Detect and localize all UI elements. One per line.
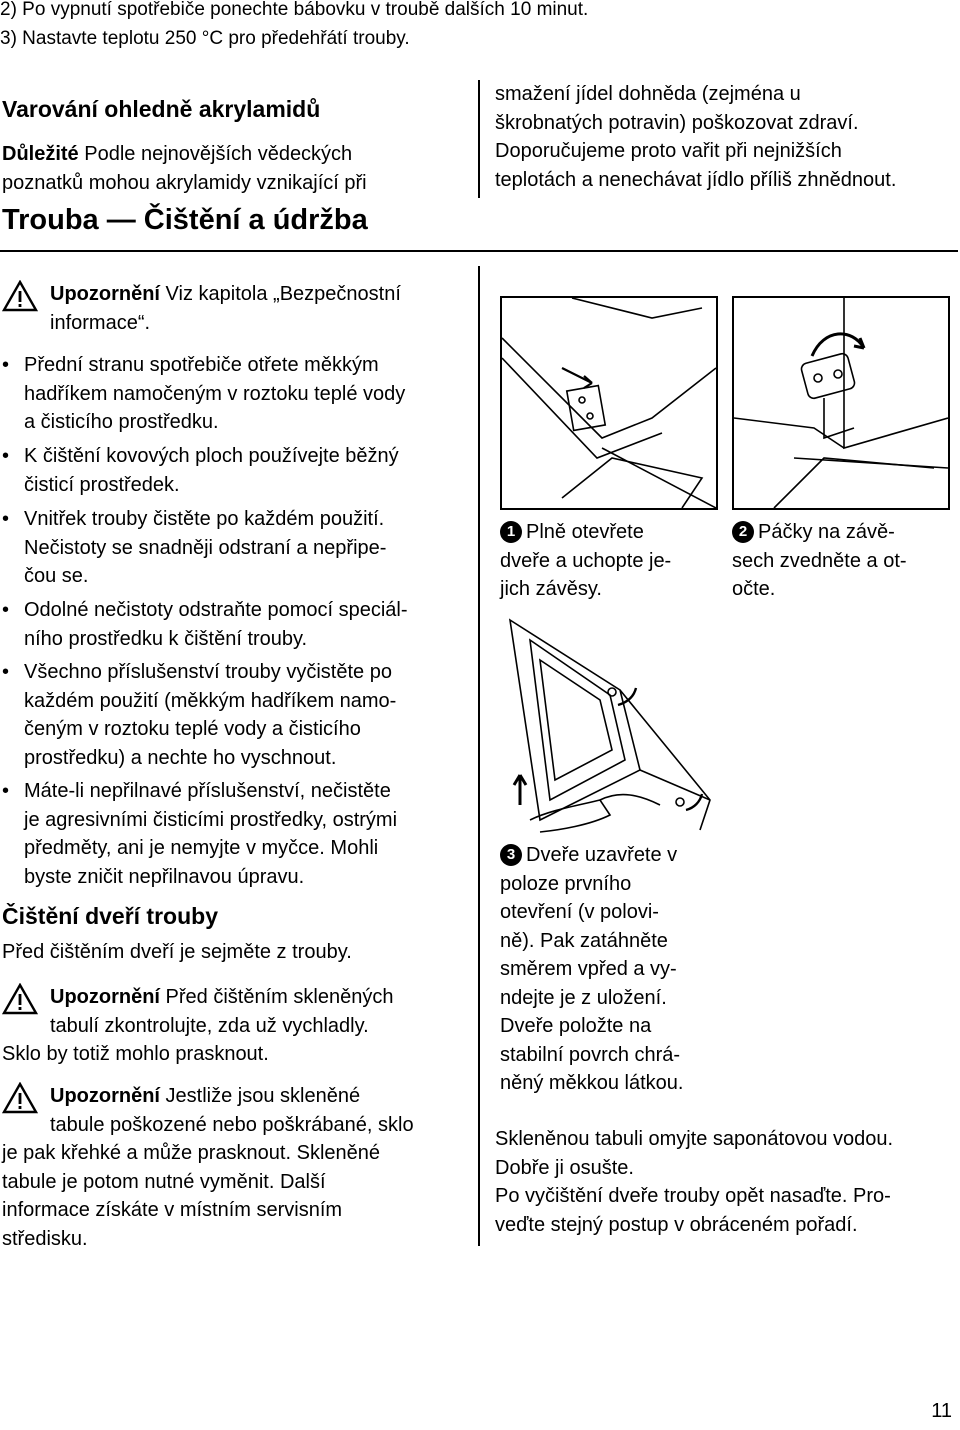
step-line: sech zvedněte a ot- (732, 549, 907, 572)
step-line: stabilní povrch chrá- (500, 1043, 681, 1066)
bullet-line: a čisticího prostředku. (24, 411, 219, 433)
warning-text: Jestliže jsou skleněné (160, 1085, 361, 1107)
step-1 (500, 518, 720, 604)
step-line: Plně otevřete (526, 521, 644, 543)
figure-door-removal (500, 610, 718, 835)
bullet-icon: • (2, 599, 10, 621)
bullet-line: Všechno příslušenství trouby vyčistěte po (24, 661, 392, 683)
warning-text: Viz kapitola „Bezpečnostní (160, 283, 401, 305)
warning-text: tabulí zkontrolujte, zda už vychladly. (50, 1014, 369, 1037)
page-number: 11 (931, 1400, 952, 1422)
step-line: poloze prvního (500, 872, 632, 895)
figure-hinge-lever-rotate (732, 296, 950, 510)
bullet-line: hadříkem namočeným v roztoku teplé vody (24, 382, 406, 405)
important-label: Důležité (2, 143, 79, 165)
bullet-line: Přední stranu spotřebiče otřete měkkým (24, 354, 379, 376)
warning-text: informace získáte v místním servisním (2, 1199, 343, 1221)
bullet-icon: • (2, 354, 10, 376)
section-rule (0, 250, 958, 252)
warning-text: Sklo by totiž mohlo prasknout. (2, 1043, 269, 1065)
final-text (495, 1125, 955, 1239)
bullet-item (0, 777, 470, 891)
column-divider-main (478, 266, 480, 1246)
door-cleaning-intro: Před čištěním dveří je sejměte z trouby. (2, 941, 352, 963)
number-circle-icon: 2 (732, 521, 754, 543)
step-line: otevření (v polovi- (500, 901, 659, 923)
acrylamide-text-1: Podle nejnovějších vědeckých (78, 143, 353, 165)
step-line: něný měkkou látkou. (500, 1072, 684, 1094)
final-line: Po vyčištění dveře trouby opět nasaďte. Pro- (495, 1185, 891, 1207)
bullet-item (0, 442, 470, 499)
step-line: ně). Pak zatáhněte (500, 929, 668, 952)
step-line: Dveře uzavřete v (526, 844, 678, 866)
number-circle-icon: 1 (500, 521, 522, 543)
section-title: Trouba — Čištění a údržba (2, 204, 368, 236)
bullet-line: byste zničit nepřilnavou úpravu. (24, 865, 305, 888)
bullet-icon: • (2, 508, 10, 530)
warning-triangle-icon (2, 983, 38, 1015)
column-divider-top (478, 80, 480, 198)
bullet-icon: • (2, 661, 10, 683)
step-2 (732, 518, 952, 604)
warning-block-2 (2, 983, 472, 1073)
bullet-item (0, 351, 470, 437)
bullet-line: je agresivními čisticími prostředky, ostrými (24, 808, 398, 831)
step-line: jich závěsy. (500, 578, 602, 600)
acrylamide-right-line: smažení jídel dohněda (zejména u (495, 83, 801, 105)
bullet-item (0, 658, 470, 772)
door-cleaning-heading: Čištění dveří trouby (2, 903, 218, 929)
bullet-item (0, 596, 470, 653)
warning-label: Upozornění (50, 283, 160, 305)
bullet-icon: • (2, 780, 10, 802)
figure-door-hinge-open (500, 296, 718, 510)
step-line: Páčky na závě- (758, 521, 895, 543)
bullet-line: čou se. (24, 565, 89, 587)
warning-text: je pak křehké a může prasknout. Skleněné (2, 1142, 380, 1164)
acrylamide-text-2: poznatků mohou akrylamidy vznikající při (2, 171, 367, 194)
warning-text: informace“. (50, 311, 151, 334)
warning-block-3 (2, 1082, 472, 1252)
warning-triangle-icon (2, 280, 38, 312)
step-line: dveře a uchopte je- (500, 549, 672, 572)
acrylamide-text-left (2, 140, 472, 197)
note-line-3: 3) Nastavte teplotu 250 °C pro předehřátí trouby. (0, 28, 410, 49)
bullet-line: Máte-li nepřilnavé příslušenství, nečistěte (24, 780, 391, 802)
final-line: Skleněnou tabuli omyjte saponátovou vodou. (495, 1128, 894, 1150)
step-3 (500, 841, 730, 1098)
acrylamide-right-line: Doporučujeme proto vařit při nejnižších (495, 140, 842, 162)
bullet-line: K čištění kovových ploch používejte běžný (24, 445, 399, 467)
bullet-line: každém použití (měkkým hadříkem namo- (24, 689, 397, 712)
warning-text: středisku. (2, 1227, 88, 1250)
step-line: směrem vpřed a vy- (500, 958, 677, 980)
step-line: Dveře položte na (500, 1015, 652, 1037)
acrylamide-text-right (495, 80, 955, 194)
final-line: veďte stejný postup v obráceném pořadí. (495, 1213, 858, 1236)
bullet-line: prostředku) a nechte ho vyschnout. (24, 746, 337, 769)
warning-text: tabule poškozené nebo poškrábané, sklo (50, 1113, 414, 1136)
final-line: Dobře ji osušte. (495, 1156, 634, 1179)
bullet-line: čeným v roztoku teplé vody a čisticího (24, 718, 361, 740)
acrylamide-heading: Varování ohledně akrylamidů (2, 96, 321, 122)
bullet-line: ního prostředku k čištění trouby. (24, 627, 308, 650)
bullet-line: Nečistoty se snadněji odstraní a nepřipe- (24, 536, 387, 559)
warning-text: tabule je potom nutné vyměnit. Další (2, 1170, 326, 1193)
bullet-icon: • (2, 445, 10, 467)
bullet-item (0, 505, 470, 591)
bullet-line: Vnitřek trouby čistěte po každém použití. (24, 508, 385, 530)
acrylamide-right-line: škrobnatých potravin) poškozovat zdraví. (495, 111, 859, 134)
warning-text: Před čištěním skleněných (160, 986, 394, 1008)
bullet-line: Odolné nečistoty odstraňte pomocí speciál- (24, 599, 408, 621)
bullet-line: čisticí prostředek. (24, 473, 180, 496)
step-line: ndejte je z uložení. (500, 986, 667, 1009)
number-circle-icon: 3 (500, 844, 522, 866)
bullet-line: předměty, ani je nemyjte v myčce. Mohli (24, 837, 379, 859)
warning-block-1 (2, 280, 472, 340)
warning-label: Upozornění (50, 986, 160, 1008)
step-line: očte. (732, 578, 776, 600)
warning-label: Upozornění (50, 1085, 160, 1107)
acrylamide-right-line: teplotách a nenechávat jídlo příliš zhnědnout. (495, 168, 897, 191)
warning-triangle-icon (2, 1082, 38, 1114)
note-line-2: 2) Po vypnutí spotřebiče ponechte bábovku v troubě dalších 10 minut. (0, 0, 589, 20)
